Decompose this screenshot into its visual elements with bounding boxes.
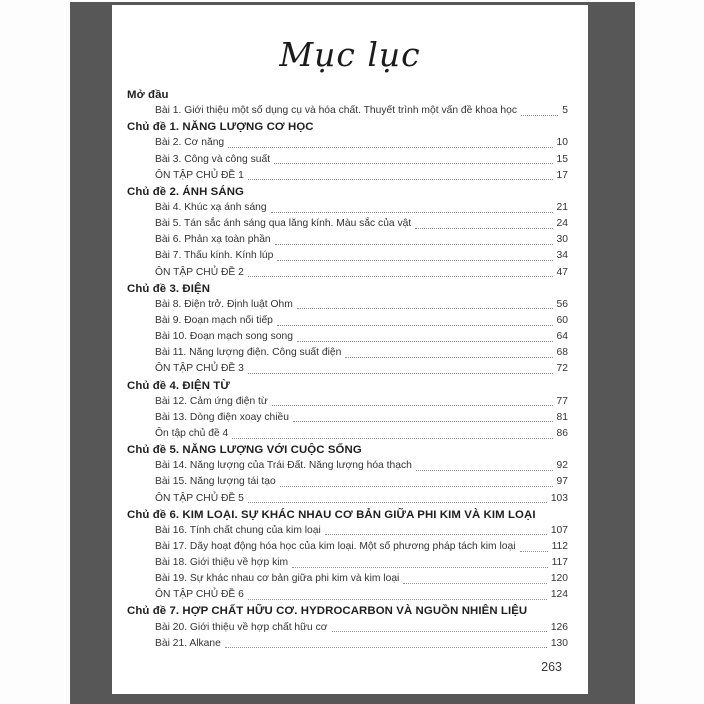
dot-leader (274, 163, 552, 164)
toc-entry-page: 60 (556, 314, 568, 326)
dot-leader (248, 502, 547, 503)
toc-entry-title: Bài 13. Dòng điện xoay chiều (155, 411, 289, 423)
toc-entry-page: 24 (556, 218, 568, 230)
toc-entry-page: 47 (556, 266, 568, 278)
photo-background-bottom-edge (70, 694, 635, 704)
toc-entry-page: 21 (556, 201, 568, 213)
toc-entry-title: Bài 8. Điện trở. Định luật Ohm (155, 298, 293, 310)
toc-entry (127, 248, 568, 264)
book-page (112, 5, 588, 694)
toc-entry (127, 587, 568, 603)
toc-entry (127, 297, 568, 313)
toc-entry-title: Bài 20. Giới thiệu về hợp chất hữu cơ (155, 621, 328, 633)
toc-entry-page: 92 (556, 460, 568, 472)
dot-leader (332, 631, 547, 632)
toc-entry (127, 168, 568, 184)
toc-entry (127, 345, 568, 361)
toc-section-header: Chủ đề 6. KIM LOẠI. SỰ KHÁC NHAU CƠ BẢN GIỮA PHI KIM VÀ KIM LOẠI (127, 508, 536, 521)
dot-leader (248, 599, 547, 600)
dot-leader (403, 583, 546, 584)
toc-entry-page: 97 (556, 476, 568, 488)
page-number: 263 (541, 660, 562, 674)
toc-entry-title: Bài 14. Năng lượng của Trái Đất. Năng lượng hóa thạch (155, 460, 412, 472)
dot-leader (297, 341, 553, 342)
toc-section-header: Chủ đề 5. NĂNG LƯỢNG VỚI CUỘC SỐNG (127, 444, 362, 457)
dot-leader (248, 276, 553, 277)
toc-entry-page: 5 (562, 105, 568, 117)
dot-leader (415, 228, 552, 229)
toc-entry-page: 120 (550, 573, 568, 585)
toc-entry-page: 77 (556, 395, 568, 407)
toc-entry-page: 124 (550, 589, 568, 601)
toc-entry-page: 126 (550, 621, 568, 633)
toc-entry (127, 200, 568, 216)
toc-entry (127, 555, 568, 571)
toc-entry-title: Bài 15. Năng lượng tái tạo (155, 476, 276, 488)
toc-entry-title: Bài 21. Alkane (155, 637, 221, 649)
toc-entry (127, 571, 568, 587)
dot-leader (225, 647, 547, 648)
toc-entry-page: 68 (556, 347, 568, 359)
toc-entry-page: 81 (556, 411, 568, 423)
dot-leader (293, 421, 553, 422)
toc-entry-title: Ôn tập chủ đề 4 (155, 427, 229, 439)
dot-leader (292, 567, 547, 568)
toc-entry-page: 117 (551, 557, 568, 569)
dot-leader (297, 308, 553, 309)
toc-entry-title: Bài 19. Sự khác nhau cơ bản giữa phi kim và kim loại (155, 573, 400, 585)
toc-entry-title: Bài 11. Năng lượng điện. Công suất điện (155, 347, 342, 359)
toc-entry-page: 30 (556, 234, 568, 246)
toc-entry-title: ÔN TẬP CHỦ ĐỀ 3 (155, 363, 244, 375)
toc-section-header: Chủ đề 4. ĐIỆN TỪ (127, 379, 230, 392)
toc-section-header: Mở đầu (127, 88, 169, 101)
toc-entry-page: 103 (550, 492, 568, 504)
toc-entry (127, 394, 568, 410)
toc-entry-page: 64 (556, 331, 568, 343)
toc-entry (127, 216, 568, 232)
toc-entry (127, 232, 568, 248)
toc-entry-page: 107 (550, 524, 568, 536)
toc-entry (127, 361, 568, 377)
toc-entry-title: Bài 2. Cơ năng (155, 137, 225, 149)
toc-entry-title: Bài 10. Đoạn mạch song song (155, 331, 293, 343)
dot-leader (280, 486, 553, 487)
toc-section-header: Chủ đề 2. ÁNH SÁNG (127, 185, 244, 198)
dot-leader (325, 534, 547, 535)
dot-leader (275, 244, 553, 245)
toc-entry-page: 34 (556, 250, 568, 262)
dot-leader (248, 373, 553, 374)
toc-entry (127, 539, 568, 555)
photo-background-right-bar (588, 3, 635, 704)
dot-leader (232, 438, 552, 439)
toc-entry-title: Bài 5. Tán sắc ánh sáng qua lăng kính. Màu sắc của vật (155, 218, 412, 230)
toc-entry-title: Bài 1. Giới thiệu một số dụng cụ và hóa chất. Thuyết trình một vấn đề khoa học (155, 105, 518, 117)
toc-entry (127, 265, 568, 281)
dot-leader (248, 179, 553, 180)
dot-leader (277, 325, 553, 326)
toc-entry-page: 86 (556, 427, 568, 439)
toc-entry-title: Bài 9. Đoạn mạch nối tiếp (155, 314, 273, 326)
toc-entry-title: Bài 16. Tính chất chung của kim loại (155, 524, 321, 536)
toc-entry (127, 636, 568, 652)
toc-entry (127, 474, 568, 490)
toc-entry (127, 152, 568, 168)
toc-entry-title: Bài 6. Phản xạ toàn phần (155, 234, 271, 246)
photo-background-left-bar (70, 3, 112, 704)
toc-entry-title: Bài 18. Giới thiệu về hợp kim (155, 557, 289, 569)
toc-entry-title: Bài 12. Cảm ứng điện từ (155, 395, 268, 407)
toc-entry (127, 491, 568, 507)
toc-entry (127, 313, 568, 329)
toc-entry (127, 426, 568, 442)
dot-leader (345, 357, 552, 358)
toc-entry (127, 103, 568, 119)
toc-entry (127, 329, 568, 345)
toc-entry-title: Bài 7. Thấu kính. Kính lúp (155, 250, 274, 262)
dot-leader (520, 551, 548, 552)
toc-section-header: Chủ đề 3. ĐIỆN (127, 282, 211, 295)
toc-entry-page: 112 (551, 540, 568, 552)
dot-leader (271, 212, 553, 213)
toc-entry-page: 17 (556, 169, 568, 181)
dot-leader (272, 405, 553, 406)
toc-entry-page: 56 (556, 298, 568, 310)
toc-entry (127, 410, 568, 426)
toc-entry-title: ÔN TẬP CHỦ ĐỀ 2 (155, 266, 244, 278)
toc (127, 87, 568, 652)
toc-entry-page: 130 (550, 637, 568, 649)
dot-leader (228, 147, 552, 148)
toc-entry-page: 10 (556, 137, 568, 149)
dot-leader (277, 260, 552, 261)
dot-leader (521, 115, 558, 116)
toc-entry-title: Bài 4. Khúc xạ ánh sáng (155, 201, 267, 213)
toc-entry (127, 458, 568, 474)
toc-section-header: Chủ đề 7. HỢP CHẤT HỮU CƠ. HYDROCARBON VÀ NGUỒN NHIÊN LIỆU (127, 605, 528, 618)
toc-section-header: Chủ đề 1. NĂNG LƯỢNG CƠ HỌC (127, 121, 314, 134)
toc-entry-page: 72 (556, 363, 568, 375)
toc-entry-page: 15 (556, 153, 568, 165)
toc-entry (127, 620, 568, 636)
toc-entry-title: ÔN TẬP CHỦ ĐỀ 1 (155, 169, 244, 181)
toc-entry-title: ÔN TẬP CHỦ ĐỀ 6 (155, 589, 244, 601)
toc-entry-title: Bài 3. Công và công suất (155, 153, 271, 165)
toc-entry (127, 523, 568, 539)
toc-entry-title: ÔN TẬP CHỦ ĐỀ 5 (155, 492, 244, 504)
toc-entry-title: Bài 17. Dãy hoạt động hóa học của kim loại. Một số phương pháp tách kim loại (155, 540, 516, 552)
dot-leader (416, 470, 553, 471)
toc-entry (127, 135, 568, 151)
page-title: Mục lục (279, 35, 421, 74)
